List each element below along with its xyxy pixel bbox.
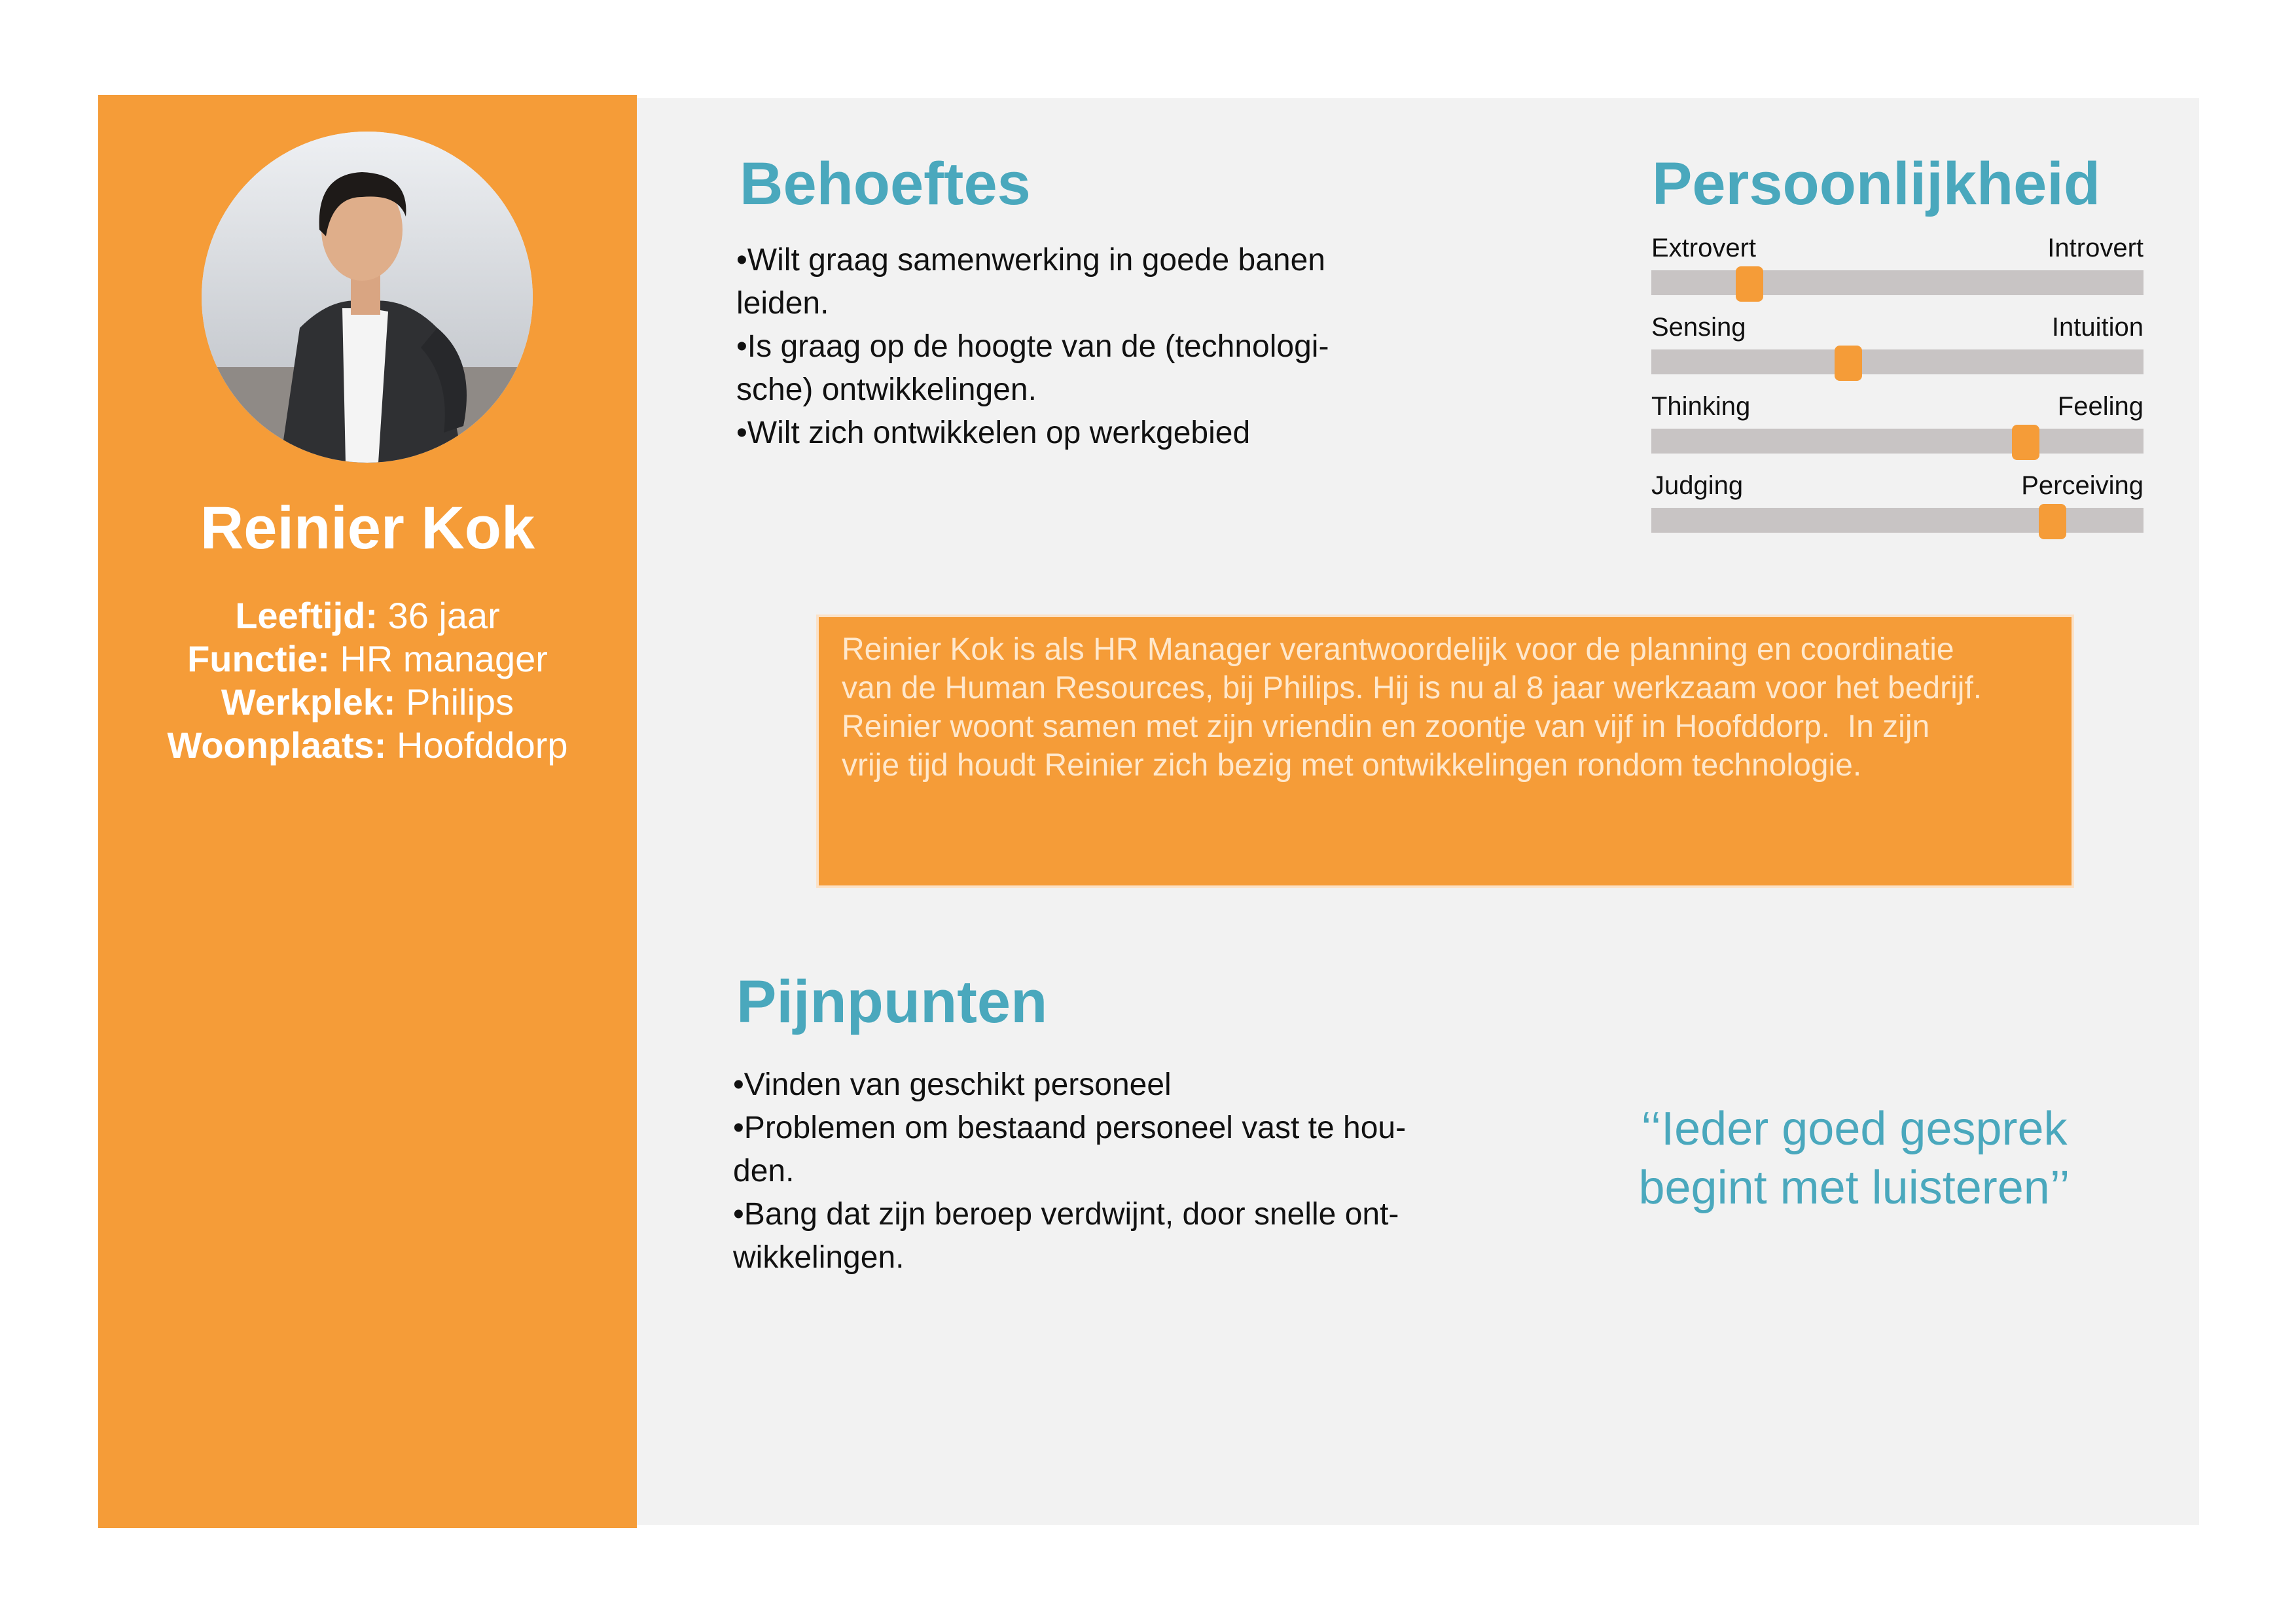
fact-function (98, 637, 637, 681)
fact-residence (98, 724, 637, 767)
pain-points-heading: Pijnpunten (736, 969, 1048, 1035)
persona-main-panel (637, 98, 2199, 1525)
needs-list: •Wilt graag samenwerking in goede banen leiden. •Is graag op de hoogte van de (technologi- sche) ontwikkelingen. •Wilt zich ontwikkelen op werkgebied (736, 243, 1329, 450)
trait-right-label: Introvert (2047, 234, 2144, 262)
persona-facts (98, 594, 637, 767)
trait-right-label: Intuition (2051, 313, 2144, 342)
trait-track (1651, 508, 2144, 533)
trait-left-label: Thinking (1651, 392, 1751, 421)
bio-text: Reinier Kok is als HR Manager verantwoordelijk voor de planning en coordinatie van de Human Resources, bij Philips. Hij is nu al 8 jaar werkzaam voor het bedrijf. Reinier woont samen met zijn vriendin en zoontje van vijf in Hoofddorp. In zijn vrije tijd houdt Reinier zich bezig met ontwikkelingen rondom technologie. (842, 632, 1982, 783)
trait-extrovert-introvert (1651, 232, 2144, 312)
fact-value: 36 jaar (377, 595, 500, 636)
trait-track (1651, 429, 2144, 454)
needs-heading: Behoeftes (740, 151, 1031, 217)
personality-sliders (1651, 232, 2144, 549)
persona-quote: ‘‘Ieder goed gesprek begint met luisteren’’ (1638, 1103, 2070, 1214)
fact-workplace (98, 681, 637, 724)
persona-name: Reinier Kok (200, 495, 535, 562)
trait-slider-knob[interactable] (1835, 346, 1862, 381)
fact-value: Philips (395, 681, 514, 722)
avatar (202, 132, 533, 463)
portrait-photo (202, 132, 533, 463)
fact-label: Werkplek: (221, 681, 396, 722)
trait-right-label: Perceiving (2021, 471, 2144, 500)
trait-track (1651, 270, 2144, 295)
personality-heading: Persoonlijkheid (1652, 151, 2101, 217)
persona-sidebar (98, 95, 637, 1528)
fact-label: Woonplaats: (167, 724, 387, 766)
fact-age (98, 594, 637, 637)
trait-sensing-intuition (1651, 312, 2144, 391)
trait-slider-knob[interactable] (2012, 425, 2039, 460)
trait-track (1651, 349, 2144, 374)
trait-slider-knob[interactable] (1736, 266, 1763, 302)
trait-left-label: Extrovert (1651, 234, 1757, 262)
fact-label: Leeftijd: (235, 595, 378, 636)
trait-left-label: Judging (1651, 471, 1744, 500)
trait-slider-knob[interactable] (2039, 504, 2066, 539)
trait-thinking-feeling (1651, 391, 2144, 470)
bio-box (819, 617, 2072, 885)
pain-points-list: •Vinden van geschikt personeel •Problemen om bestaand personeel vast te hou- den. •Bang dat zijn beroep verdwijnt, door snelle ont- wikkelingen. (733, 1067, 1407, 1275)
fact-value: Hoofddorp (386, 724, 568, 766)
trait-left-label: Sensing (1651, 313, 1746, 342)
fact-value: HR manager (329, 638, 548, 679)
trait-judging-perceiving (1651, 470, 2144, 549)
trait-right-label: Feeling (2057, 392, 2144, 421)
fact-label: Functie: (187, 638, 330, 679)
